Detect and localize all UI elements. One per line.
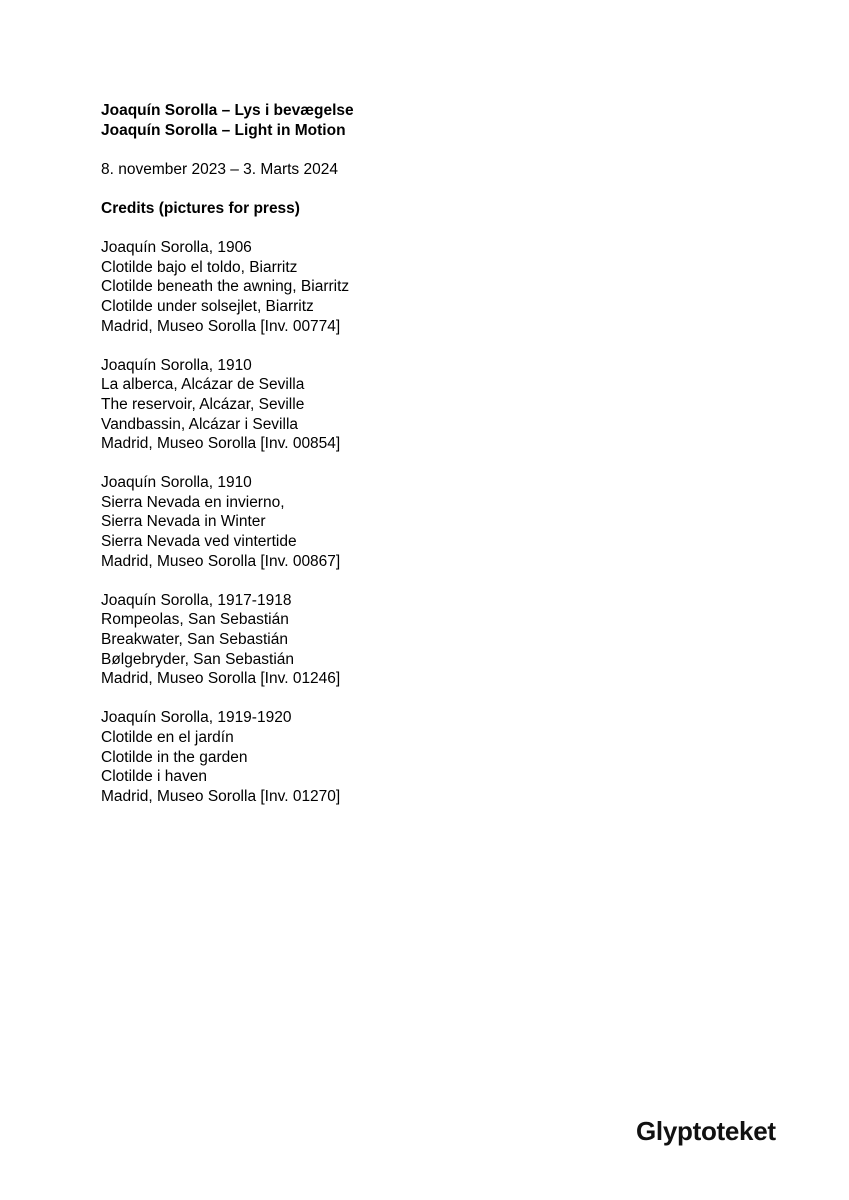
credit-title-spanish: La alberca, Alcázar de Sevilla: [101, 376, 305, 394]
credit-entry-4: [101, 591, 701, 689]
credit-entry-3: [101, 473, 701, 571]
spacer: [101, 179, 701, 199]
credit-title-english: Breakwater, San Sebastián: [101, 631, 288, 649]
credit-title-spanish: Clotilde bajo el toldo, Biarritz: [101, 258, 298, 276]
exhibition-title-english: Joaquín Sorolla – Light in Motion: [101, 121, 346, 139]
credit-artist-year: Joaquín Sorolla, 1917-1918: [101, 591, 292, 609]
credit-entry-2: [101, 356, 701, 454]
credit-collection: Madrid, Museo Sorolla [Inv. 01270]: [101, 787, 341, 805]
credit-title-spanish: Rompeolas, San Sebastián: [101, 611, 289, 629]
credit-title-english: Clotilde in the garden: [101, 748, 248, 766]
credit-title-danish: Vandbassin, Alcázar i Sevilla: [101, 415, 299, 433]
credit-artist-year: Joaquín Sorolla, 1919-1920: [101, 709, 292, 727]
credit-collection: Madrid, Museo Sorolla [Inv. 00854]: [101, 435, 341, 453]
credit-title-danish: Sierra Nevada ved vintertide: [101, 533, 297, 551]
glyptoteket-logo: Glyptoteket: [636, 1116, 776, 1146]
credit-title-danish: Clotilde under solsejlet, Biarritz: [101, 297, 314, 315]
spacer: [101, 140, 701, 160]
exhibition-title-danish: Joaquín Sorolla – Lys i bevægelse: [101, 102, 354, 119]
credit-title-english: Clotilde beneath the awning, Biarritz: [101, 278, 350, 296]
credit-entry-1: [101, 238, 701, 336]
credit-title-spanish: Sierra Nevada en invierno,: [101, 493, 285, 511]
credit-title-danish: Clotilde i haven: [101, 768, 207, 786]
credit-title-spanish: Clotilde en el jardín: [101, 729, 234, 746]
credit-collection: Madrid, Museo Sorolla [Inv. 01246]: [101, 670, 341, 688]
document-body: [101, 101, 701, 806]
credit-title-english: Sierra Nevada in Winter: [101, 513, 266, 531]
credit-entry-5: [101, 708, 701, 806]
credit-title-danish: Bølgebryder, San Sebastián: [101, 650, 295, 668]
credit-collection: Madrid, Museo Sorolla [Inv. 00774]: [101, 317, 341, 335]
credit-artist-year: Joaquín Sorolla, 1906: [101, 239, 252, 257]
credit-collection: Madrid, Museo Sorolla [Inv. 00867]: [101, 552, 341, 570]
credit-artist-year: Joaquín Sorolla, 1910: [101, 356, 252, 374]
credit-artist-year: Joaquín Sorolla, 1910: [101, 474, 252, 492]
credit-title-english: The reservoir, Alcázar, Seville: [101, 395, 305, 413]
credits-heading: Credits (pictures for press): [101, 199, 300, 217]
exhibition-dates: 8. november 2023 – 3. Marts 2024: [101, 160, 338, 178]
